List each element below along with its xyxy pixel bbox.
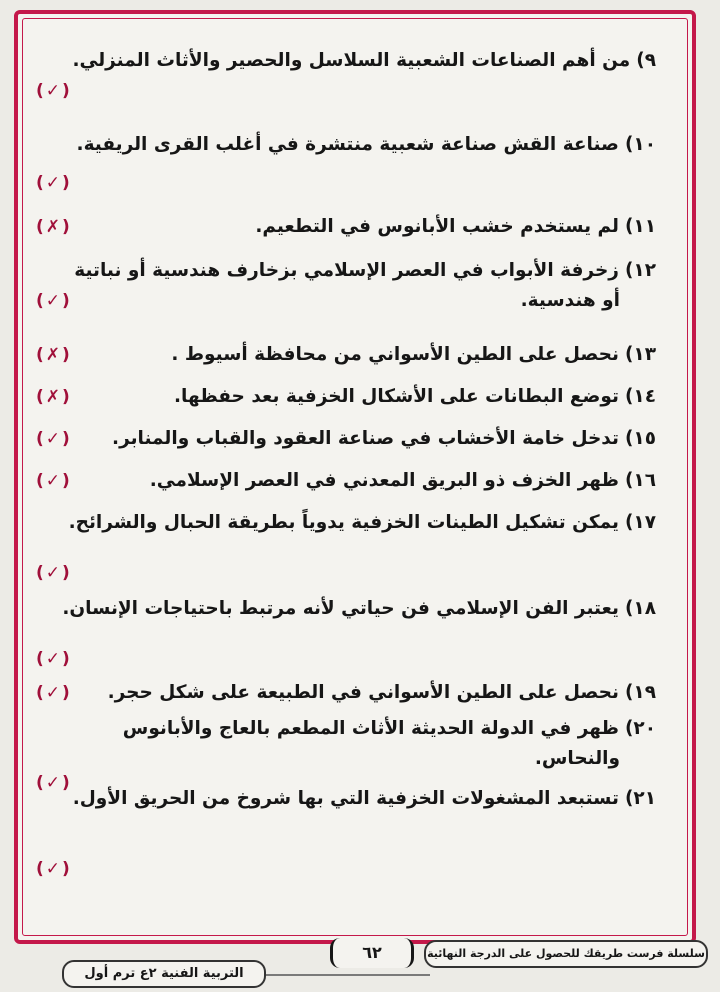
answer-mark: ( ✓ ) xyxy=(36,859,70,879)
statement-item xyxy=(36,714,656,793)
answer-mark: ( ✓ ) xyxy=(36,683,70,703)
statement-text: ١٩)نحصل على الطين الأسواني في الطبيعة على شكل حجر. xyxy=(107,682,656,703)
statement-text-continued: والنحاس. xyxy=(534,748,620,769)
statement-item xyxy=(36,424,656,454)
answer-mark: ( ✗ ) xyxy=(36,217,70,237)
series-label: سلسلة فرست طريقك للحصول على الدرجة النهائية xyxy=(424,940,708,968)
footer-divider xyxy=(250,974,430,976)
statement-text: ١٨)يعتبر الفن الإسلامي فن حياتي لأنه مرتبط باحتياجات الإنسان. xyxy=(62,598,656,619)
statement-text: ٢٠)ظهر في الدولة الحديثة الأثاث المطعم بالعاج والأبانوس xyxy=(122,718,656,739)
statement-item xyxy=(36,256,656,316)
statement-text-continued: أو هندسية. xyxy=(520,290,620,311)
answer-mark: ( ✓ ) xyxy=(36,173,70,193)
answer-mark: ( ✓ ) xyxy=(36,429,70,449)
statement-item xyxy=(36,466,656,496)
statement-text: ٢١)تستبعد المشغولات الخزفية التي بها شروخ من الحريق الأول. xyxy=(72,788,656,809)
statement-item xyxy=(36,130,656,193)
answer-mark: ( ✓ ) xyxy=(36,649,70,669)
page-number: ٦٢ xyxy=(330,938,414,968)
statement-text: ١٢)زخرفة الأبواب في العصر الإسلامي بزخارف هندسية أو نباتية xyxy=(74,260,656,281)
statement-item xyxy=(36,784,656,879)
answer-mark: ( ✓ ) xyxy=(36,291,70,311)
answer-mark: ( ✗ ) xyxy=(36,345,70,365)
statement-item xyxy=(36,46,656,101)
answer-mark: ( ✗ ) xyxy=(36,387,70,407)
statement-text: ١٠)صناعة القش صناعة شعبية منتشرة في أغلب القرى الريفية. xyxy=(76,134,656,155)
statement-item xyxy=(36,508,656,583)
statement-text: ١٧)يمكن تشكيل الطينات الخزفية يدوياً بطريقة الحبال والشرائح. xyxy=(68,512,656,533)
statement-text: ١٦)ظهر الخزف ذو البريق المعدني في العصر الإسلامي. xyxy=(149,470,656,491)
answer-mark: ( ✓ ) xyxy=(36,81,70,101)
statement-item xyxy=(36,678,656,708)
statement-item xyxy=(36,212,656,242)
statement-text: ١٥)تدخل خامة الأخشاب في صناعة العقود والقباب والمنابر. xyxy=(112,428,656,449)
answer-mark: ( ✓ ) xyxy=(36,563,70,583)
book-label: التربية الفنية ٢ع ترم أول xyxy=(62,960,266,988)
statement-item xyxy=(36,340,656,370)
statement-text: ١٤)توضع البطانات على الأشكال الخزفية بعد حفظها. xyxy=(174,386,656,407)
statement-text: ١٣)نحصل على الطين الأسواني من محافظة أسيوط . xyxy=(171,344,656,365)
answer-mark: ( ✓ ) xyxy=(36,773,70,793)
statement-item xyxy=(36,594,656,669)
statement-text: ١١)لم يستخدم خشب الأبانوس في التطعيم. xyxy=(255,216,656,237)
answer-mark: ( ✓ ) xyxy=(36,471,70,491)
statement-item xyxy=(36,382,656,412)
statement-text: ٩)من أهم الصناعات الشعبية السلاسل والحصير والأثاث المنزلي. xyxy=(72,50,656,71)
